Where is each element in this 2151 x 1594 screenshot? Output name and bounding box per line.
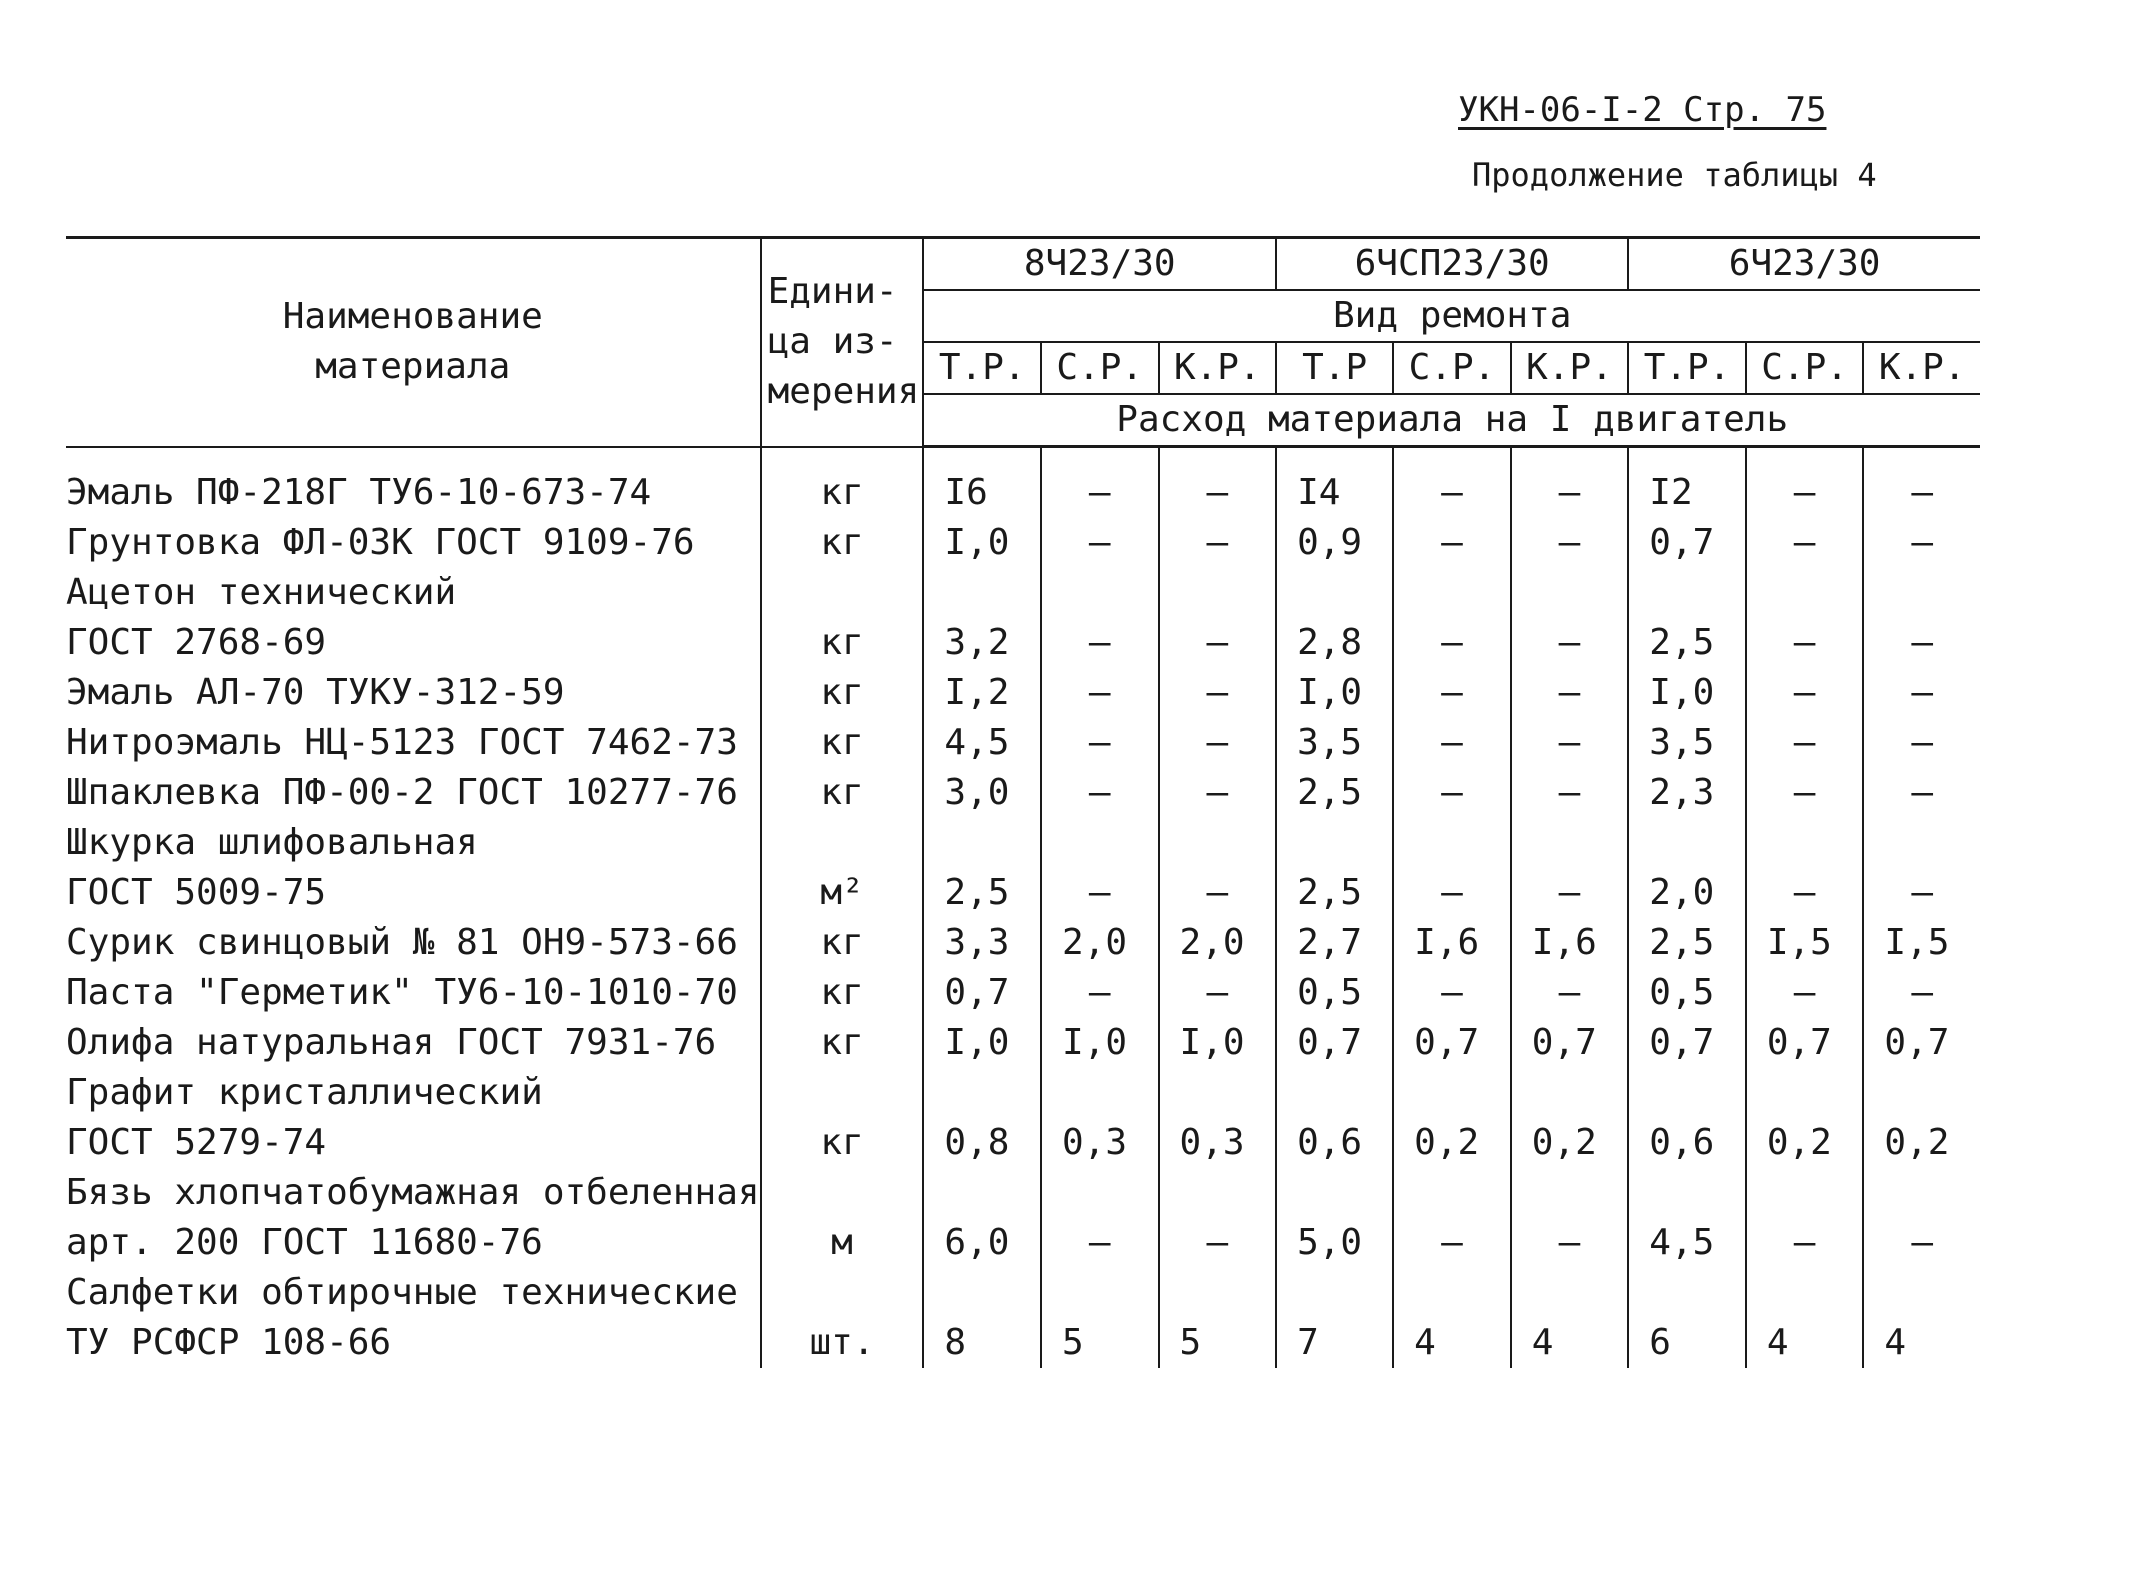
- consumption-value: [1159, 818, 1277, 868]
- consumption-value: 4: [1746, 1318, 1864, 1368]
- repair-code-header: С.Р.: [1393, 342, 1511, 394]
- consumption-value: I,0: [1276, 668, 1393, 718]
- unit-of-measure: кг: [761, 768, 924, 818]
- unit-of-measure: кг: [761, 668, 924, 718]
- consumption-value: –: [1746, 768, 1864, 818]
- consumption-value: –: [1511, 968, 1629, 1018]
- consumption-value: 0,7: [1628, 518, 1746, 568]
- consumption-value: I,5: [1746, 918, 1864, 968]
- consumption-value: –: [1911, 622, 1934, 663]
- consumption-value: –: [1511, 668, 1629, 718]
- unit-of-measure: кг: [761, 447, 924, 519]
- consumption-value: [1863, 1268, 1980, 1318]
- engine-header-1: 8Ч23/30: [923, 238, 1276, 291]
- table-row: [66, 1268, 1980, 1318]
- consumption-value: I2: [1628, 447, 1746, 519]
- consumption-value: [1746, 818, 1864, 868]
- material-name: Графит кристаллический: [66, 1068, 761, 1118]
- consumption-value: 3,0: [923, 768, 1041, 818]
- repair-code-header: Т.Р.: [923, 342, 1041, 394]
- consumption-value: 0,7: [1746, 1018, 1864, 1068]
- consumption-value: –: [1511, 718, 1629, 768]
- material-name: Сурик свинцовый № 81 ОН9-573-66: [66, 918, 761, 968]
- column-header-unit: [761, 238, 924, 447]
- consumption-value: [1276, 1168, 1393, 1218]
- consumption-value: –: [1393, 868, 1511, 918]
- consumption-value: I,2: [923, 668, 1041, 718]
- material-name: Грунтовка ФЛ-03К ГОСТ 9109-76: [66, 518, 761, 568]
- column-header-unit-line1: Едини-: [767, 271, 898, 313]
- consumption-value: 0,7: [1511, 1018, 1629, 1068]
- material-name: ТУ РСФСР 108-66: [66, 1318, 761, 1368]
- table-row: [66, 868, 1980, 918]
- consumption-value: 0,8: [923, 1118, 1041, 1168]
- consumption-value: [1511, 1268, 1629, 1318]
- consumption-value: [1159, 1168, 1277, 1218]
- consumption-value: –: [1041, 447, 1159, 519]
- consumption-value: [923, 1168, 1041, 1218]
- consumption-value: 2,7: [1276, 918, 1393, 968]
- consumption-value: 5,0: [1276, 1218, 1393, 1268]
- consumption-value: –: [1511, 1218, 1629, 1268]
- material-name: ГОСТ 2768-69: [66, 618, 761, 668]
- consumption-value: 0,5: [1628, 968, 1746, 1018]
- repair-code-header: Т.Р.: [1628, 342, 1746, 394]
- consumption-value: 0,2: [1746, 1118, 1864, 1168]
- consumption-value: 3,3: [923, 918, 1041, 968]
- material-name: Олифа натуральная ГОСТ 7931-76: [66, 1018, 761, 1068]
- unit-of-measure: кг: [761, 918, 924, 968]
- consumption-value: –: [1041, 618, 1159, 668]
- consumption-value: –: [1746, 968, 1864, 1018]
- consumption-value: –: [1911, 772, 1934, 813]
- consumption-value: 2,5: [1276, 868, 1393, 918]
- consumption-value: I,0: [1041, 1018, 1159, 1068]
- consumption-value: I,0: [923, 1018, 1041, 1068]
- unit-of-measure: м²: [761, 868, 924, 918]
- consumption-value: –: [1159, 968, 1277, 1018]
- consumption-value: 0,2: [1884, 1122, 1950, 1163]
- consumption-value: [1159, 568, 1277, 618]
- material-name: Паста "Герметик" ТУ6-10-1010-70: [66, 968, 761, 1018]
- consumption-value: [1393, 1068, 1511, 1118]
- consumption-value: –: [1041, 518, 1159, 568]
- consumption-value: –: [1911, 872, 1934, 913]
- consumption-value: 2,3: [1628, 768, 1746, 818]
- table-row: [66, 1218, 1980, 1268]
- consumption-value: 2,0: [1041, 918, 1159, 968]
- consumption-value: –: [1393, 447, 1511, 519]
- consumption-value: 6: [1628, 1318, 1746, 1368]
- consumption-value: 0,3: [1159, 1118, 1277, 1168]
- consumption-value: I,0: [1159, 1018, 1277, 1068]
- consumption-value: [923, 568, 1041, 618]
- material-name: арт. 200 ГОСТ 11680-76: [66, 1218, 761, 1268]
- consumption-value: –: [1159, 1218, 1277, 1268]
- consumption-value: –: [1911, 472, 1934, 513]
- consumption-value: [1628, 1268, 1746, 1318]
- consumption-value: I,0: [923, 518, 1041, 568]
- consumption-value: I6: [923, 447, 1041, 519]
- unit-of-measure: кг: [761, 1018, 924, 1068]
- consumption-value: 0,2: [1393, 1118, 1511, 1168]
- consumption-value: 0,6: [1276, 1118, 1393, 1168]
- consumption-value: [1863, 1168, 1980, 1218]
- consumption-value: [1511, 1068, 1629, 1118]
- table-row: [66, 768, 1980, 818]
- table-row: [66, 447, 1980, 519]
- consumption-header: Расход материала на I двигатель: [923, 394, 1980, 447]
- consumption-value: [1746, 1268, 1864, 1318]
- consumption-value: –: [1159, 668, 1277, 718]
- table-row: [66, 618, 1980, 668]
- consumption-value: [1511, 1168, 1629, 1218]
- consumption-value: [1746, 1168, 1864, 1218]
- consumption-value: [1628, 1068, 1746, 1118]
- consumption-value: [923, 818, 1041, 868]
- consumption-value: 0,9: [1276, 518, 1393, 568]
- consumption-value: –: [1393, 968, 1511, 1018]
- consumption-value: 2,0: [1628, 868, 1746, 918]
- material-name: Нитроэмаль НЦ-5123 ГОСТ 7462-73: [66, 718, 761, 768]
- table-row: [66, 568, 1980, 618]
- table-body: [66, 447, 1980, 1369]
- consumption-value: 6,0: [923, 1218, 1041, 1268]
- consumption-value: –: [1393, 668, 1511, 718]
- consumption-value: [1041, 1268, 1159, 1318]
- consumption-value: [1863, 818, 1980, 868]
- consumption-value: [1863, 568, 1980, 618]
- table-row: [66, 1018, 1980, 1068]
- table-row: [66, 718, 1980, 768]
- consumption-value: [1159, 1068, 1277, 1118]
- consumption-value: [1159, 1268, 1277, 1318]
- material-name: ГОСТ 5279-74: [66, 1118, 761, 1168]
- consumption-value: –: [1746, 1218, 1864, 1268]
- consumption-value: 2,5: [1276, 768, 1393, 818]
- consumption-value: –: [1511, 868, 1629, 918]
- consumption-value: 3,5: [1628, 718, 1746, 768]
- consumption-value: –: [1746, 447, 1864, 519]
- table-row: [66, 1318, 1980, 1368]
- consumption-value: –: [1393, 768, 1511, 818]
- consumption-value: –: [1393, 518, 1511, 568]
- table-row: [66, 968, 1980, 1018]
- material-name: Салфетки обтирочные технические: [66, 1268, 761, 1318]
- consumption-value: –: [1911, 522, 1934, 563]
- unit-of-measure: [761, 1268, 924, 1318]
- consumption-value: –: [1159, 447, 1277, 519]
- column-header-unit-line2: ца из-: [767, 321, 898, 363]
- consumption-value: –: [1393, 718, 1511, 768]
- repair-code-header: К.Р.: [1511, 342, 1629, 394]
- consumption-value: –: [1041, 718, 1159, 768]
- table-row: [66, 818, 1980, 868]
- column-header-name-line2: материала: [315, 346, 511, 388]
- table-row: [66, 668, 1980, 718]
- table-row: [66, 1168, 1980, 1218]
- consumption-value: –: [1159, 518, 1277, 568]
- consumption-value: –: [1159, 618, 1277, 668]
- material-name: Эмаль АЛ-70 ТУКУ-312-59: [66, 668, 761, 718]
- consumption-value: [1041, 1068, 1159, 1118]
- consumption-value: 5: [1159, 1318, 1277, 1368]
- unit-of-measure: шт.: [761, 1318, 924, 1368]
- consumption-value: –: [1041, 1218, 1159, 1268]
- document-code: УКН-06-I-2 Стр. 75: [1458, 90, 1827, 130]
- consumption-value: 4: [1511, 1318, 1629, 1368]
- consumption-value: –: [1393, 1218, 1511, 1268]
- consumption-value: 0,7: [1884, 1022, 1950, 1063]
- material-name: Шпаклевка ПФ-00-2 ГОСТ 10277-76: [66, 768, 761, 818]
- unit-of-measure: [761, 568, 924, 618]
- consumption-value: –: [1911, 722, 1934, 763]
- engine-header-2: 6ЧСП23/30: [1276, 238, 1628, 291]
- table-row: [66, 1118, 1980, 1168]
- consumption-value: [1746, 568, 1864, 618]
- unit-of-measure: [761, 1068, 924, 1118]
- consumption-value: I4: [1276, 447, 1393, 519]
- repair-type-header: Вид ремонта: [923, 290, 1980, 342]
- unit-of-measure: кг: [761, 518, 924, 568]
- unit-of-measure: кг: [761, 968, 924, 1018]
- repair-code-header: С.Р.: [1746, 342, 1864, 394]
- consumption-value: 0,7: [1276, 1018, 1393, 1068]
- consumption-value: [923, 1068, 1041, 1118]
- consumption-value: [1628, 568, 1746, 618]
- consumption-value: 2,0: [1159, 918, 1277, 968]
- consumption-value: [1628, 1168, 1746, 1218]
- consumption-value: 0,7: [1393, 1018, 1511, 1068]
- consumption-value: 2,5: [923, 868, 1041, 918]
- consumption-value: [923, 1268, 1041, 1318]
- unit-of-measure: [761, 1168, 924, 1218]
- consumption-value: –: [1911, 972, 1934, 1013]
- consumption-value: –: [1746, 668, 1864, 718]
- table-row: [66, 918, 1980, 968]
- consumption-value: –: [1041, 768, 1159, 818]
- unit-of-measure: м: [761, 1218, 924, 1268]
- consumption-value: 3,5: [1276, 718, 1393, 768]
- consumption-value: –: [1746, 618, 1864, 668]
- consumption-value: [1746, 1068, 1864, 1118]
- consumption-value: –: [1511, 618, 1629, 668]
- consumption-value: [1393, 818, 1511, 868]
- consumption-value: I,6: [1393, 918, 1511, 968]
- consumption-value: –: [1911, 672, 1934, 713]
- unit-of-measure: кг: [761, 718, 924, 768]
- consumption-value: [1393, 568, 1511, 618]
- consumption-value: [1276, 1268, 1393, 1318]
- consumption-value: –: [1511, 447, 1629, 519]
- consumption-value: [1628, 818, 1746, 868]
- engine-header-3: 6Ч23/30: [1628, 238, 1980, 291]
- column-header-unit-line3: мерения: [767, 371, 920, 413]
- consumption-value: I,6: [1511, 918, 1629, 968]
- consumption-value: –: [1511, 768, 1629, 818]
- repair-code-header: С.Р.: [1041, 342, 1159, 394]
- unit-of-measure: кг: [761, 618, 924, 668]
- consumption-value: –: [1159, 768, 1277, 818]
- table-caption: Продолжение таблицы 4: [1472, 156, 1877, 194]
- consumption-value: 0,2: [1511, 1118, 1629, 1168]
- consumption-value: –: [1911, 1222, 1934, 1263]
- consumption-value: –: [1746, 518, 1864, 568]
- consumption-value: 2,5: [1628, 918, 1746, 968]
- material-name: Эмаль ПФ-218Г ТУ6-10-673-74: [66, 447, 761, 519]
- material-name: Бязь хлопчатобумажная отбеленная: [66, 1168, 761, 1218]
- column-header-name: [66, 238, 761, 447]
- consumption-value: 4,5: [1628, 1218, 1746, 1268]
- table-row: [66, 518, 1980, 568]
- table-row: [66, 1068, 1980, 1118]
- consumption-value: [1041, 568, 1159, 618]
- consumption-value: 7: [1276, 1318, 1393, 1368]
- consumption-value: 4: [1393, 1318, 1511, 1368]
- unit-of-measure: [761, 818, 924, 868]
- column-header-name-line1: Наименование: [282, 296, 543, 338]
- consumption-value: –: [1746, 868, 1864, 918]
- consumption-value: [1276, 818, 1393, 868]
- material-name: Ацетон технический: [66, 568, 761, 618]
- consumption-value: –: [1041, 868, 1159, 918]
- consumption-value: –: [1746, 718, 1864, 768]
- consumption-value: 4: [1884, 1322, 1907, 1363]
- consumption-value: –: [1041, 968, 1159, 1018]
- consumption-value: [1393, 1268, 1511, 1318]
- consumption-value: 2,5: [1628, 618, 1746, 668]
- consumption-value: –: [1159, 868, 1277, 918]
- consumption-value: [1276, 568, 1393, 618]
- unit-of-measure: кг: [761, 1118, 924, 1168]
- consumption-value: [1511, 818, 1629, 868]
- consumption-value: I,5: [1884, 922, 1950, 963]
- consumption-value: 3,2: [923, 618, 1041, 668]
- consumption-value: –: [1393, 618, 1511, 668]
- consumption-value: –: [1159, 718, 1277, 768]
- consumption-value: [1041, 818, 1159, 868]
- consumption-value: I,0: [1628, 668, 1746, 718]
- material-name: ГОСТ 5009-75: [66, 868, 761, 918]
- consumption-value: 2,8: [1276, 618, 1393, 668]
- consumption-value: [1393, 1168, 1511, 1218]
- materials-table: [66, 236, 1980, 1368]
- consumption-value: 0,7: [923, 968, 1041, 1018]
- consumption-value: [1511, 568, 1629, 618]
- repair-code-header: К.Р.: [1159, 342, 1277, 394]
- consumption-value: 0,3: [1041, 1118, 1159, 1168]
- consumption-value: 8: [923, 1318, 1041, 1368]
- consumption-value: 5: [1041, 1318, 1159, 1368]
- repair-code-header: К.Р.: [1863, 342, 1980, 394]
- consumption-value: [1276, 1068, 1393, 1118]
- consumption-value: –: [1511, 518, 1629, 568]
- consumption-value: –: [1041, 668, 1159, 718]
- consumption-value: [1041, 1168, 1159, 1218]
- table-header: [66, 238, 1980, 447]
- consumption-value: [1863, 1068, 1980, 1118]
- consumption-value: 0,5: [1276, 968, 1393, 1018]
- consumption-value: 0,6: [1628, 1118, 1746, 1168]
- material-name: Шкурка шлифовальная: [66, 818, 761, 868]
- consumption-value: 0,7: [1628, 1018, 1746, 1068]
- consumption-value: 4,5: [923, 718, 1041, 768]
- repair-code-header: Т.Р: [1276, 342, 1393, 394]
